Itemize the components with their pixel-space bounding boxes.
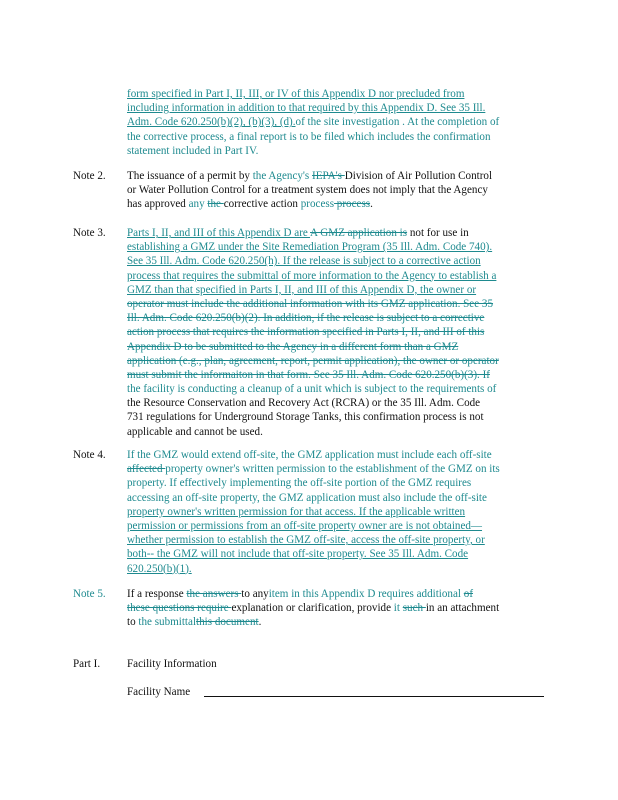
deleted-text: Appendix D to be submitted to the Agency in a different form than a GMZ (127, 340, 459, 353)
text-line (127, 587, 539, 601)
text-run: the Resource Conservation and Recovery Act (RCRA) or the 35 Ill. Adm. Code (127, 397, 481, 410)
text-line (127, 368, 539, 382)
facility-name-label: Facility Name (127, 686, 191, 698)
inserted-text: the corrective process, a final report is to be filed which includes the confirmation (127, 130, 491, 143)
text-line (127, 491, 539, 505)
text-run: to any (241, 588, 269, 600)
text-line (127, 311, 539, 325)
inserted-text: it (393, 602, 403, 615)
inserted-text: both-- the GMZ will not include that off-site property. See 35 Ill. Adm. Code (127, 548, 469, 561)
text-line (127, 382, 539, 396)
deleted-text: of (463, 588, 474, 600)
deleted-text: process (334, 198, 371, 211)
text-line (127, 183, 539, 197)
text-run: has approved (127, 198, 189, 211)
inserted-text: Parts I, II, and III of this Appendix D are (127, 227, 311, 239)
text-line (127, 448, 539, 462)
text-line (127, 340, 539, 354)
inserted-text: If the GMZ would extend off-site, the GMZ application must include each off-site (127, 449, 492, 461)
text-line (127, 476, 539, 490)
text-line (127, 410, 539, 424)
text-line (127, 297, 539, 311)
inserted-text: the facility is conducting a cleanup of a unit which is subject to the requirements of (127, 383, 497, 396)
note-3-text (127, 226, 539, 439)
inserted-text: 620.250(b)(1). (127, 562, 192, 575)
inserted-text: any (188, 198, 208, 211)
deleted-text: the (207, 198, 224, 211)
text-run: or Water Pollution Control for a treatment system does not imply that the Agency (127, 184, 488, 197)
inserted-text: property. If effectively implementing the off-site portion of the GMZ requires (127, 477, 472, 490)
text-run: The issuance of a permit by (127, 170, 253, 182)
inserted-text: the submittal (138, 616, 197, 629)
text-line (127, 101, 539, 115)
intro-paragraph (127, 87, 539, 158)
deleted-text: the answers (186, 588, 242, 600)
deleted-text: such (402, 602, 426, 615)
note-2-label: Note 2. (73, 170, 106, 182)
text-line (127, 269, 539, 283)
text-run: explanation or clarification, provide (231, 602, 394, 615)
deleted-text: Ill. Adm. Code 620.250(b)(2). In addition, if the release is subject to a corrective (127, 312, 485, 325)
text-line (127, 197, 539, 211)
inserted-text: process that requires the submittal of more information to the Agency to establish a (127, 269, 497, 282)
text-line (127, 562, 539, 576)
note-3-label: Note 3. (73, 227, 106, 239)
text-line (127, 396, 539, 410)
text-line (127, 547, 539, 561)
inserted-text: whether permission to establish the GMZ off-site, access the off-site property, or (127, 534, 485, 547)
inserted-text: statement included in Part IV. (127, 144, 259, 157)
text-line (127, 615, 539, 629)
inserted-text: GMZ than that specified in Parts I, II, and III of this Appendix D, the owner or (127, 283, 477, 296)
text-run: corrective action (223, 198, 301, 211)
text-run: Division of Air Pollution Control (344, 170, 493, 182)
text-line (127, 601, 539, 615)
inserted-text: accessing an off-site property, the GMZ application must also include the off-site (127, 491, 487, 504)
deleted-text: this document (196, 616, 259, 629)
note-4-label: Note 4. (73, 449, 106, 461)
note-4-text (127, 448, 539, 576)
note-2-text (127, 169, 539, 212)
text-line (127, 130, 539, 144)
text-line (127, 519, 539, 533)
text-run: If a response (127, 588, 187, 600)
text-line (127, 115, 539, 129)
deleted-text: affected (127, 463, 166, 476)
deleted-text: must submit the informaiton in that form. See 35 Ill. Adm. Code 620.250(b)(3). If (127, 368, 490, 381)
text-line (127, 425, 539, 439)
inserted-text: See 35 Ill. Adm. Code 620.250(h). If the release is subject to a corrective action (127, 255, 481, 268)
note-5-text (127, 587, 539, 630)
inserted-text: permission or permissions from an off-site property owner are is not obtained— (127, 519, 483, 532)
inserted-text: item in this Appendix D requires additional (268, 588, 464, 600)
text-run: to (127, 616, 139, 629)
deleted-text: IEPA's (312, 170, 345, 182)
inserted-text: process (300, 198, 335, 211)
text-line (127, 533, 539, 547)
text-run: . (370, 198, 373, 211)
text-line (127, 240, 539, 254)
deleted-text: application (e.g., plan, agreement, report, permit application), the owner or operator (127, 354, 499, 367)
inserted-text: of the site investigation . At the completion of (295, 116, 500, 129)
inserted-text: property owner's written permission for that access. If the applicable written (127, 505, 466, 518)
inserted-text: establishing a GMZ under the Site Remediation Program (35 Ill. Adm. Code 740). (127, 241, 493, 254)
text-line (127, 169, 539, 183)
part-title: Facility Information (127, 658, 217, 670)
inserted-text: form specified in Part I, II, III, or IV of this Appendix D nor precluded from (127, 88, 465, 100)
deleted-text: these questions require (127, 602, 232, 615)
text-run: not for use in (407, 227, 469, 239)
deleted-text: operator must include the additional information with its GMZ application. See 35 (127, 297, 494, 310)
text-line (127, 283, 539, 297)
text-line (127, 462, 539, 476)
text-line (127, 505, 539, 519)
note-5-label: Note 5. (73, 588, 106, 600)
text-run: . (258, 616, 262, 629)
text-line (127, 144, 539, 158)
text-line (127, 226, 539, 240)
text-line (127, 325, 539, 339)
text-line (127, 254, 539, 268)
inserted-text: including information in addition to that required by this Appendix D. See 35 Ill. (127, 102, 486, 115)
deleted-text: action process that requires the information specified in Parts I, II, and III of this (127, 326, 485, 339)
facility-name-field[interactable] (204, 696, 544, 697)
text-run: in an attachment (425, 602, 500, 615)
inserted-text: the Agency's (252, 170, 313, 182)
text-run: 731 regulations for Underground Storage Tanks, this confirmation process is not (127, 411, 484, 424)
text-run: applicable and cannot be used. (127, 425, 263, 438)
text-line (127, 354, 539, 368)
deleted-text: A GMZ application is (310, 227, 408, 239)
inserted-text: Adm. Code 620.250(b)(2), (b)(3), (d). (127, 116, 296, 129)
part-label: Part I. (73, 658, 101, 670)
inserted-text: property owner's written permission to the establishment of the GMZ on its (165, 463, 500, 476)
text-line (127, 87, 539, 101)
